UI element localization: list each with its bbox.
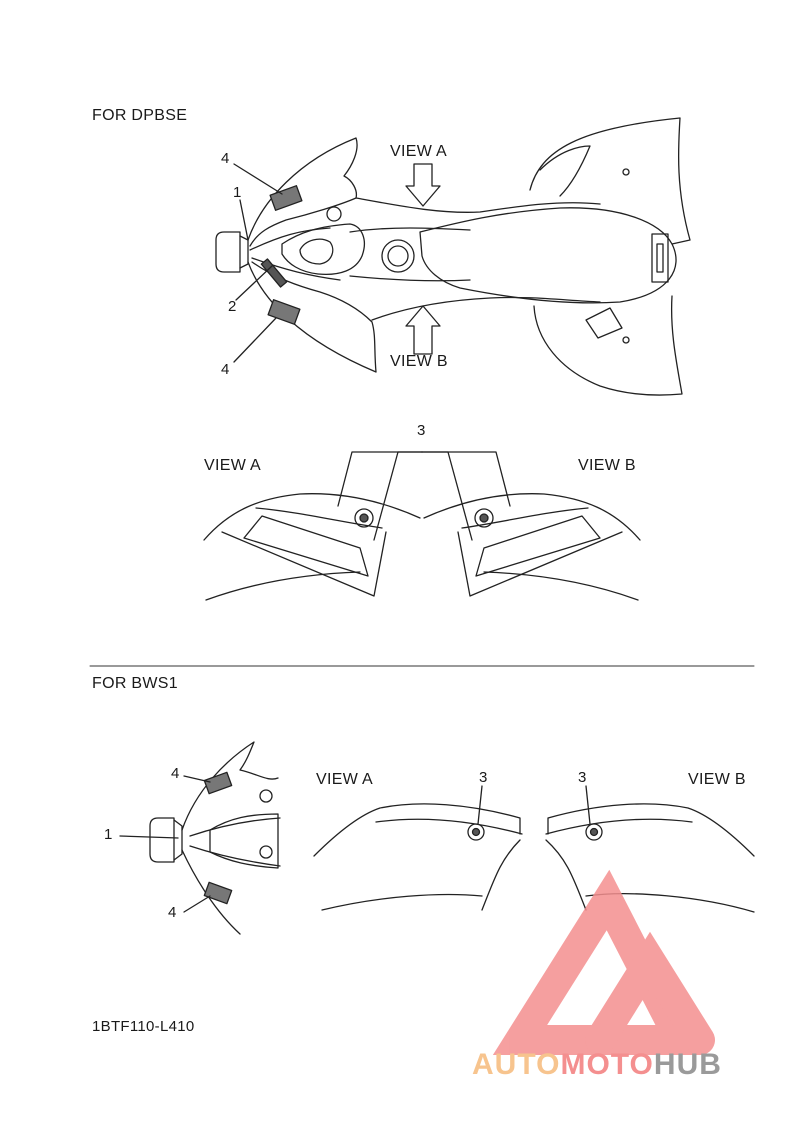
watermark-logo	[472, 1048, 722, 1082]
bws1-callout-3-a: 3	[479, 769, 488, 786]
bws1-callout-3-b: 3	[578, 769, 587, 786]
bws1-detail-views	[314, 786, 754, 912]
watermark-logo-shape	[520, 900, 700, 1040]
atv-top-view	[216, 118, 690, 395]
bws1-view-a-label: VIEW A	[316, 771, 373, 788]
bws1-view-b-label: VIEW B	[688, 771, 746, 788]
callout-3: 3	[417, 422, 426, 439]
callout-2: 2	[228, 298, 237, 315]
bws1-callout-1: 1	[104, 826, 113, 843]
detail-view-a-label: VIEW A	[204, 457, 261, 474]
watermark-hub: HUB	[653, 1048, 722, 1081]
bws1-callout-4-top: 4	[171, 765, 180, 782]
section-title-bws1: FOR BWS1	[92, 675, 178, 692]
part-code: 1BTF110-L410	[92, 1018, 195, 1035]
bws1-front-view	[120, 742, 280, 934]
view-b-label: VIEW B	[390, 353, 448, 370]
watermark-moto: MOTO	[560, 1048, 654, 1081]
section-title-dpbse: FOR DPBSE	[92, 107, 188, 124]
dpbse-detail-views	[204, 452, 640, 600]
callout-1: 1	[233, 184, 242, 201]
watermark-auto: AUTO	[472, 1048, 561, 1081]
callout-4-bottom: 4	[221, 361, 230, 378]
view-a-label: VIEW A	[390, 143, 447, 160]
bws1-callout-4-bottom: 4	[168, 904, 177, 921]
callout-4-top: 4	[221, 150, 230, 167]
detail-view-b-label: VIEW B	[578, 457, 636, 474]
